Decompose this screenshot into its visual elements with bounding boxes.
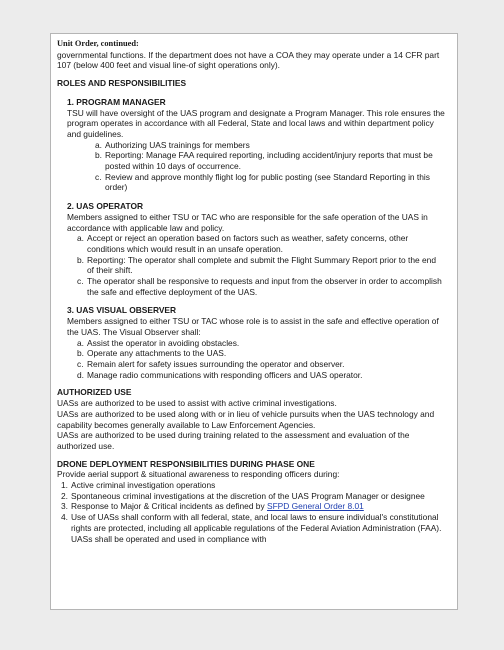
program-manager-list — [57, 140, 445, 194]
list-item — [57, 501, 445, 512]
list-marker: 1. — [61, 480, 68, 491]
list-marker: 2. — [61, 490, 68, 501]
list-item — [57, 233, 445, 254]
list-item — [57, 348, 445, 359]
general-order-link[interactable]: SFPD General Order 8.01 — [266, 501, 364, 512]
list-item-text: Active criminal investigation operations — [71, 480, 216, 491]
list-item — [57, 172, 445, 193]
list-marker: b. — [95, 150, 102, 161]
program-manager-body: TSU will have oversight of the UAS program and designate a Program Manager. This role ensures the program operates in accordance with all Federal, State and local laws and within department policy and guidelines. — [67, 107, 445, 139]
list-item-text: Remain alert for safety issues surrounding the operator and observer. — [87, 358, 345, 369]
list-marker: d. — [77, 369, 84, 380]
list-item-text: Response to Major & Critical incidents as defined by — [71, 501, 267, 512]
list-marker: a. — [77, 337, 84, 348]
list-marker: a. — [95, 139, 102, 150]
list-item-text: Assist the operator in avoiding obstacles. — [87, 337, 240, 348]
list-item — [57, 370, 445, 381]
uas-operator-body: Members assigned to either TSU or TAC who are responsible for the safe operation of the UAS in accordance with applicable law and policy. — [67, 211, 428, 233]
list-marker: 3. — [61, 501, 68, 512]
visual-observer-body: Members assigned to either TSU or TAC whose role is to assist in the safe and effective operation of the UAS. The Visual Observer shall: — [67, 316, 439, 337]
list-item-text: Reporting: Manage FAA required reporting, including accident/injury reports that must be posted within 10 days of occurrence. — [105, 150, 433, 172]
visual-observer-heading: 3. UAS VISUAL OBSERVER — [67, 305, 177, 316]
list-item — [57, 491, 445, 502]
list-item — [57, 255, 445, 276]
document-page — [50, 33, 458, 610]
authorized-use-heading: AUTHORIZED USE — [57, 387, 132, 398]
authorized-use-paragraph: UASs are authorized to be used to assist with active criminal investigations. — [57, 398, 337, 409]
deployment-intro: Provide aerial support & situational awareness to responding officers during: — [57, 469, 340, 480]
list-item-text: Authorizing UAS trainings for members — [105, 139, 250, 150]
list-item-text: The operator shall be responsive to requests and input from the observer in order to accomplish the safe and effective deployment of the UAS. — [87, 276, 442, 297]
document-content — [57, 39, 445, 544]
list-item-text: Spontaneous criminal investigations at the discretion of the UAS Program Manager or designee — [71, 490, 425, 501]
list-item — [57, 512, 445, 544]
deployment-heading: DRONE DEPLOYMENT RESPONSIBILITIES DURING PHASE ONE — [57, 458, 315, 469]
list-marker: b. — [77, 254, 84, 265]
list-item-text: Accept or reject an operation based on factors such as weather, safety concerns, other conditions which would result in an unsafe operation. — [87, 233, 409, 254]
list-marker: c. — [95, 171, 102, 182]
list-marker: c. — [77, 358, 84, 369]
list-item-text: Reporting: The operator shall complete and submit the Flight Summary Report prior to the end of their shift. — [87, 254, 436, 276]
list-marker: b. — [77, 348, 84, 359]
list-item-text: Manage radio communications with responding officers and UAS operator. — [87, 369, 363, 380]
list-marker: c. — [77, 276, 84, 287]
authorized-use-paragraph: UASs are authorized to be used during training related to the assessment and evaluation of the authorized use. — [57, 430, 410, 451]
deployment-list — [57, 480, 445, 544]
visual-observer-list — [57, 338, 445, 381]
list-item-text: Operate any attachments to the UAS. — [87, 348, 227, 359]
list-item — [57, 276, 445, 297]
roles-heading: ROLES AND RESPONSIBILITIES — [57, 78, 187, 89]
authorized-use-paragraph: UASs are authorized to be used along with or in lieu of vehicle pursuits when the UAS technology and capability becomes generally available to Law Enforcement Agencies. — [57, 408, 435, 430]
program-manager-heading: 1. PROGRAM MANAGER — [67, 96, 166, 107]
uas-operator-list — [57, 233, 445, 297]
intro-paragraph: governmental functions. If the department does not have a COA they may operate under a 14 CFR part 107 (below 400 feet and visual line-of sight operations only). — [57, 49, 440, 71]
list-marker: a. — [77, 233, 84, 244]
list-item — [57, 140, 445, 151]
list-item — [57, 338, 445, 349]
uas-operator-heading: 2. UAS OPERATOR — [67, 201, 144, 212]
list-item-text: Use of UASs shall conform with all federal, state, and local laws to ensure individual's constitutional rights are protected, including all applicable regulations of the Federal Aviation Administration (FAA). UASs shall be operated and used in compliance with — [71, 512, 442, 544]
list-item — [57, 359, 445, 370]
unit-order-heading: Unit Order, continued: — [57, 39, 139, 48]
list-item-text: Review and approve monthly flight log for public posting (see Standard Reporting in this order) — [105, 171, 430, 193]
list-item — [57, 480, 445, 491]
list-item — [57, 150, 445, 171]
list-marker: 4. — [61, 512, 68, 523]
